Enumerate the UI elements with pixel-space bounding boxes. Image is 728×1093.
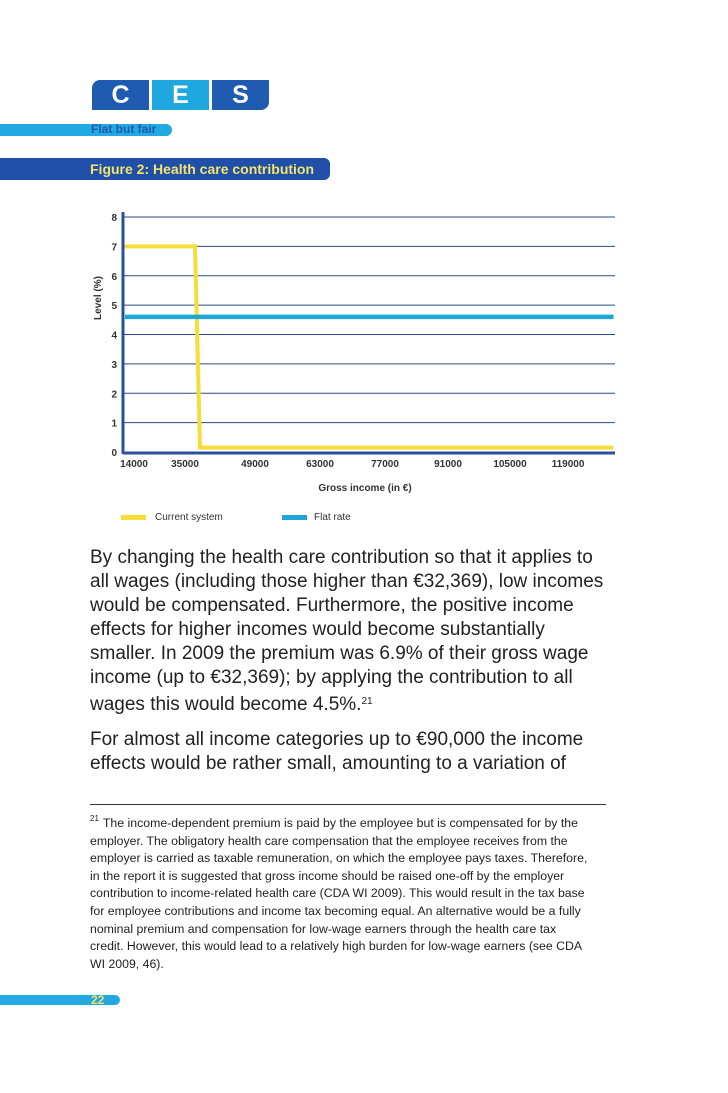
- x-axis-label: Gross income (in €): [318, 483, 412, 494]
- text-line-content: effects would be rather small, amounting to a variation of: [90, 753, 566, 774]
- x-tick-label: 91000: [434, 459, 462, 470]
- text-line: [90, 885, 630, 903]
- series-line-current-system: [125, 246, 614, 447]
- text-line: [90, 868, 630, 886]
- y-tick-label: 3: [111, 359, 117, 371]
- text-line-content: credit. However, this would lead to a relatively high burden for low-wage earners (see CDA: [90, 939, 583, 954]
- text-line: [90, 938, 630, 956]
- text-line: [90, 690, 630, 717]
- y-tick-label: 2: [111, 389, 117, 401]
- text-line-content: for employee contributions and income tax becoming equal. An alternative would be a fully: [90, 903, 581, 918]
- footnote-number: 21: [90, 814, 99, 823]
- logo-letter: E: [152, 80, 209, 110]
- text-line-content: income (up to €32,369); by applying the contribution to all: [90, 667, 573, 688]
- footnote: [90, 810, 630, 973]
- text-line-content: employer is carried as taxable remuneration, on which the employee pays taxes. Therefore,: [90, 851, 588, 866]
- text-line-content: contribution to income-related health care (CDA WI 2009). This would result in the tax base: [90, 886, 585, 901]
- page-number: 22: [91, 993, 105, 1007]
- text-line-content: By changing the health care contribution so that it applies to: [90, 547, 593, 568]
- text-line: [90, 594, 630, 618]
- text-line: [90, 546, 630, 570]
- text-line: [90, 850, 630, 868]
- x-tick-label: 49000: [241, 459, 269, 470]
- logo-letter: C: [92, 80, 149, 110]
- text-line: [90, 956, 630, 974]
- publication-title: Flat but fair: [91, 122, 157, 136]
- x-tick-label: 63000: [306, 459, 334, 470]
- text-line: [90, 570, 630, 594]
- text-line-content: For almost all income categories up to €90,000 the income: [90, 729, 584, 750]
- text-line: [90, 903, 630, 921]
- text-line-content: effects for higher incomes would become substantially: [90, 619, 545, 640]
- y-tick-label: 7: [111, 242, 117, 254]
- text-line: [90, 618, 630, 642]
- legend-label: Current system: [155, 512, 223, 523]
- text-line-content: would be compensated. Furthermore, the positive income: [90, 595, 574, 616]
- text-line-content: wages this would become 4.5%.: [90, 694, 362, 715]
- logo-letter: S: [212, 80, 269, 110]
- y-axis-label: Level (%): [93, 276, 104, 320]
- paragraph-2: [90, 728, 630, 776]
- footnote-divider: [90, 804, 606, 805]
- text-line-content: in the report it is suggested that gross income should be raised one-off by the employer: [90, 868, 565, 883]
- text-line: [90, 666, 630, 690]
- figure-title: Figure 2: Health care contribution: [90, 161, 315, 177]
- legend-label: Flat rate: [314, 512, 351, 523]
- text-line: [90, 642, 630, 666]
- text-line: [90, 810, 630, 833]
- text-line: [90, 921, 630, 939]
- text-line-content: nominal premium and compensation for low-wage earners through the health care tax: [90, 921, 557, 936]
- y-tick-label: 0: [111, 448, 117, 459]
- text-line: [90, 752, 630, 776]
- text-line: [90, 833, 630, 851]
- y-tick-label: 1: [111, 418, 117, 430]
- text-line-content: The income-dependent premium is paid by the employee but is compensated for by the: [102, 816, 578, 830]
- text-line-content: all wages (including those higher than €32,369), low incomes: [90, 571, 604, 592]
- footnote-reference[interactable]: 21: [361, 696, 373, 707]
- health-care-chart: [0, 0, 728, 540]
- y-tick-label: 5: [111, 301, 117, 313]
- x-tick-label: 105000: [493, 459, 527, 470]
- legend-swatch-flat-rate: [282, 515, 307, 520]
- y-tick-label: 4: [111, 330, 117, 342]
- x-tick-label: 119000: [551, 459, 585, 470]
- y-tick-label: 6: [111, 271, 117, 283]
- text-line-content: employer. The obligatory health care compensation that the employee receives from the: [90, 833, 568, 848]
- text-line-content: smaller. In 2009 the premium was 6.9% of their gross wage: [90, 643, 589, 664]
- x-tick-label: 14000: [120, 459, 148, 470]
- paragraph-1: [90, 546, 630, 717]
- x-tick-label: 77000: [371, 459, 399, 470]
- text-line-content: WI 2009, 46).: [90, 956, 164, 971]
- y-tick-label: 8: [111, 213, 117, 224]
- legend-swatch-current-system: [121, 515, 146, 520]
- text-line: [90, 728, 630, 752]
- x-tick-label: 35000: [171, 459, 199, 470]
